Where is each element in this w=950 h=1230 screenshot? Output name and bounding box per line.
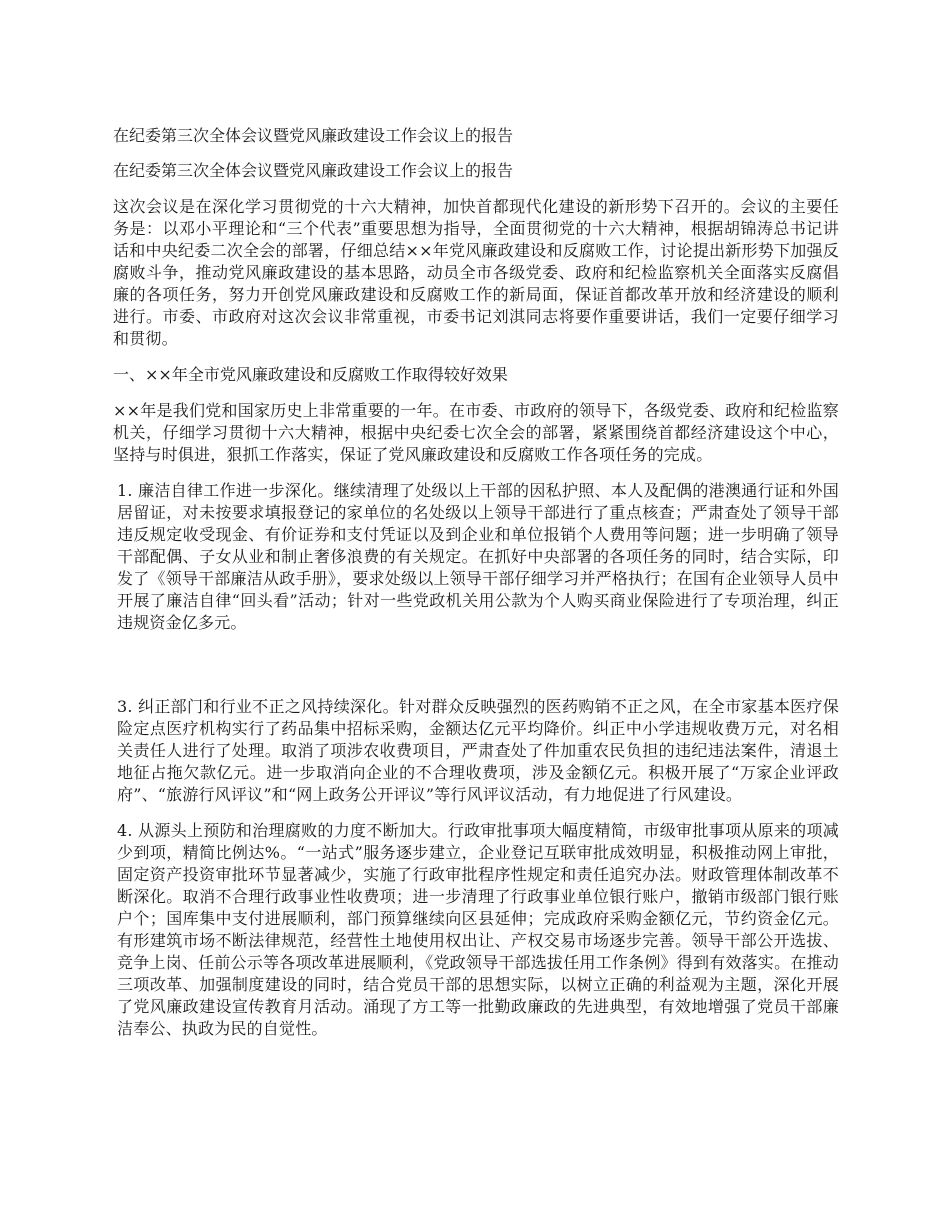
intro-paragraph: 这次会议是在深化学习贯彻党的十六大精神，加快首都现代化建设的新形势下召开的。会议的主要任务是：以邓小平理论和“三个代表”重要思想为指导，全面贯彻党的十六大精神，根据胡锦涛总书记讲话和中央纪委二次全会的部署，仔细总结××年党风廉政建设和反腐败工作，讨论提出新形势下加强反腐败斗争，推动党风廉政建设的基本思路，动员全市各级党委、政府和纪检监察机关全面落实反腐倡廉的各项任务，努力开创党风廉政建设和反腐败工作的新局面，保证首都改革开放和经济建设的顺利进行。市委、市政府对这次会议非常重视，市委书记刘淇同志将要作重要讲话，我们一定要仔细学习和贯彻。: [113, 197, 839, 348]
year-summary-paragraph: ××年是我们党和国家历史上非常重要的一年。在市委、市政府的领导下，各级党委、政府和纪检监察机关，仔细学习贯彻十六大精神，根据中央纪委七次全会的部署，紧紧围绕首都经济建设这个中心，坚持与时俱进，狠抓工作落实，保证了党风廉政建设和反腐败工作各项任务的完成。: [113, 401, 839, 464]
document-title: 在纪委第三次全体会议暨党风廉政建设工作会议上的报告: [113, 126, 514, 145]
item-1-paragraph: 1. 廉洁自律工作进一步深化。继续清理了处级以上干部的因私护照、本人及配偶的港澳通行证和外国居留证，对未按要求填报登记的家单位的名处级以上领导干部进行了重点核查；严肃查处了领导干部违反规定收受现金、有价证券和支付凭证以及到企业和单位报销个人费用等问题；进一步明确了领导干部配偶、子女从业和制止奢侈浪费的有关规定。在抓好中央部署的各项任务的同时，结合实际，印发了《领导干部廉洁从政手册》，要求处级以上领导干部仔细学习并严格执行；在国有企业领导人员中开展了廉洁自律“回头看”活动；针对一些党政机关用公款为个人购买商业保险进行了专项治理，纠正违规资金亿多元。: [117, 481, 839, 632]
document-subtitle: 在纪委第三次全体会议暨党风廉政建设工作会议上的报告: [113, 161, 514, 180]
document-page: [113, 125, 839, 1040]
item-3-paragraph: 3. 纠正部门和行业不正之风持续深化。针对群众反映强烈的医药购销不正之风，在全市家基本医疗保险定点医疗机构实行了药品集中招标采购，金额达亿元平均降价。纠正中小学违规收费万元，对名相关责任人进行了处理。取消了项涉农收费项目，严肃查处了件加重农民负担的违纪违法案件，清退土地征占拖欠款亿元。进一步取消向企业的不合理收费项，涉及金额亿元。积极开展了“万家企业评政府”、“旅游行风评议”和“网上政务公开评议”等行风评议活动，有力地促进了行风建设。: [117, 697, 839, 804]
item-4-paragraph: 4. 从源头上预防和治理腐败的力度不断加大。行政审批事项大幅度精简，市级审批事项从原来的项减少到项，精简比例达%。“一站式”服务逐步建立，企业登记互联审批成效明显，积极推动网上审批，固定资产投资审批环节显著减少，实施了行政审批程序性规定和责任追究办法。财政管理体制改革不断深化。取消不合理行政事业性收费项；进一步清理了行政事业单位银行账户，撤销市级部门银行账户个；国库集中支付进展顺利，部门预算继续向区县延伸；完成政府采购金额亿元，节约资金亿元。有形建筑市场不断法律规范，经营性土地使用权出让、产权交易市场逐步完善。领导干部公开选拔、竞争上岗、任前公示等各项改革进展顺利，《党政领导干部选拔任用工作条例》得到有效落实。在推动三项改革、加强制度建设的同时，结合党员干部的思想实际，以树立正确的利益观为主题，深化开展了党风廉政建设宣传教育月活动。涌现了方工等一批勤政廉政的先进典型，有效地增强了党员干部廉洁奉公、执政为民的自觉性。: [117, 821, 839, 1038]
section-heading: 一、××年全市党风廉政建设和反腐败工作取得较好效果: [113, 365, 508, 384]
